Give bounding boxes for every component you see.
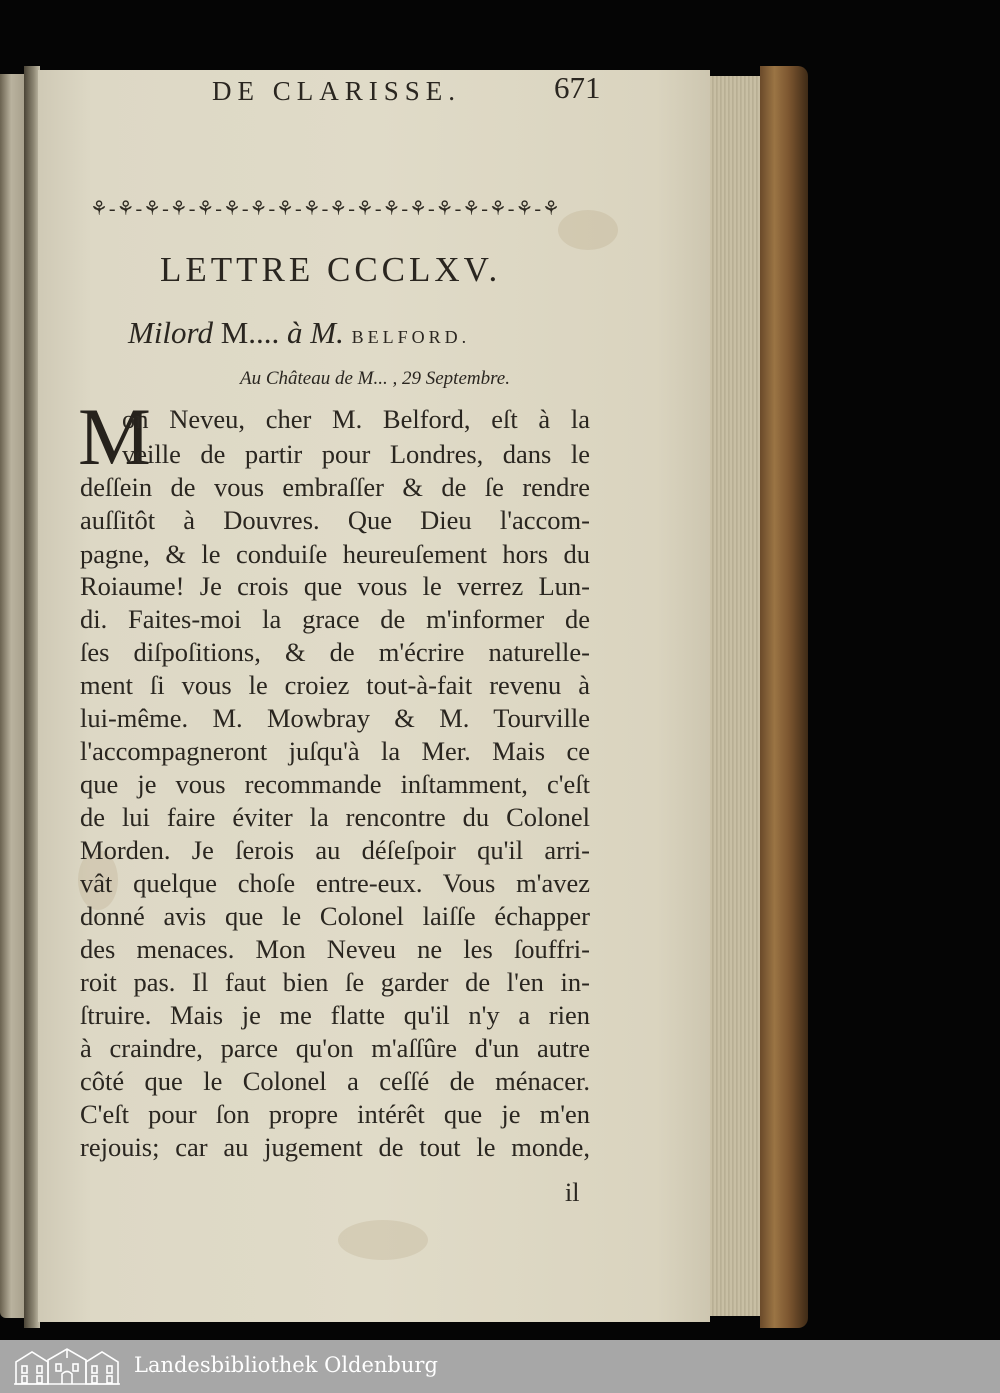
library-name: Landesbibliothek Oldenburg — [134, 1353, 438, 1377]
addressee-sender-initial: M.... — [220, 315, 280, 350]
leather-cover — [760, 66, 808, 1328]
text-line: des menaces. Mon Neveu ne les ſouffri- — [80, 934, 590, 964]
text-line: C'eſt pour ſon propre intérêt que je m'en — [80, 1099, 590, 1129]
text-line: rejouis; car au jugement de tout le monde, — [80, 1132, 590, 1162]
running-head — [212, 76, 612, 116]
drop-cap: M — [78, 391, 151, 482]
text-line: ſes diſpoſitions, & de m'écrire naturelle- — [80, 637, 590, 667]
text-line: Morden. Je ſerois au déſeſpoir qu'il arri- — [80, 835, 590, 865]
text-line: l'accompagneront juſqu'à la Mer. Mais ce — [80, 736, 590, 766]
text-line: roit pas. Il faut bien ſe garder de l'en in- — [80, 967, 590, 997]
footer-bar — [0, 1340, 1000, 1393]
page-number: 671 — [554, 70, 601, 105]
text-line: on Neveu, cher M. Belford, eſt à la — [122, 404, 590, 434]
text-line: ment ſi vous le croiez tout-à-fait revenu à — [80, 670, 590, 700]
ornament-rule: ⚘-⚘-⚘-⚘-⚘-⚘-⚘-⚘-⚘-⚘-⚘-⚘-⚘-⚘-⚘-⚘-⚘-⚘ — [90, 198, 561, 220]
text-line: vât quelque choſe entre-eux. Vous m'avez — [80, 868, 590, 898]
text-line: à craindre, parce qu'on m'aſſûre d'un autre — [80, 1033, 590, 1063]
text-line: que je vous recommande inſtamment, c'eſt — [80, 769, 590, 799]
addressee-sender: Milord — [128, 315, 213, 350]
text-line: lui-même. M. Mowbray & M. Tourville — [80, 703, 590, 733]
text-line: donné avis que le Colonel laiſſe échapper — [80, 901, 590, 931]
text-line: Roiaume! Je crois que vous le verrez Lun- — [80, 571, 590, 601]
text-line: ſtruire. Mais je me flatte qu'il n'y a rien — [80, 1000, 590, 1030]
catchword: il — [565, 1178, 580, 1207]
running-title: DE CLARISSE. — [212, 76, 462, 106]
letter-heading: LETTRE CCCLXV. — [160, 250, 502, 289]
text-line: auſſitôt à Douvres. Que Dieu l'accom- — [80, 505, 590, 535]
text-line: di. Faites-moi la grace de m'informer de — [80, 604, 590, 634]
text-line: de lui faire éviter la rencontre du Colonel — [80, 802, 590, 832]
addressee-line — [128, 315, 470, 351]
text-line: deſſein de vous embraſſer & de ſe rendre — [80, 472, 590, 502]
text-line: veille de partir pour Londres, dans le — [122, 439, 590, 469]
page-block-edge — [700, 76, 768, 1316]
addressee-recipient: BELFORD. — [351, 327, 471, 347]
library-building-icon — [12, 1346, 122, 1386]
text-line: pagne, & le conduiſe heureuſement hors du — [80, 539, 590, 569]
text-line: côté que le Colonel a ceſſé de ménacer. — [80, 1066, 590, 1096]
dateline: Au Château de M... , 29 Septembre. — [240, 368, 510, 389]
addressee-to: à M. — [287, 315, 344, 350]
